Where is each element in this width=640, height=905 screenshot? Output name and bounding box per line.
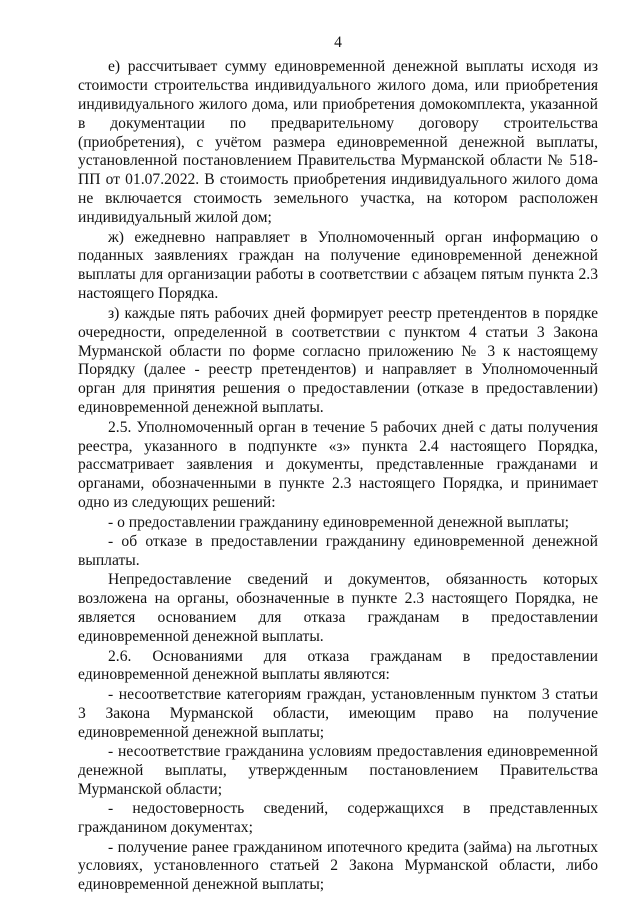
list-item-refusal-inaccuracy: - недостоверность сведений, содержащихся в представленных гражданином документах; <box>78 800 598 837</box>
paragraph-2-5: 2.5. Уполномоченный орган в течение 5 рабочих дней с даты получения реестра, указанного в подпункте «з» пункта 2.4 настоящего Порядка, рассматривает заявления и документы, представленные гражданами и органами, обозначенными в пункте 2.3 настоящего Порядка, и принимает одно из следующих решений: <box>78 418 598 512</box>
document-page <box>78 34 598 896</box>
paragraph-subitem-zh: ж) ежедневно направляет в Уполномоченный орган информацию о поданных заявлениях граждан на получение единовременной денежной выплаты для организации работы в соответствии с абзацем пятым пункта 2.3 настоящего Порядка. <box>78 228 598 303</box>
paragraph-non-submission: Непредоставление сведений и документов, обязанность которых возложена на органы, обозначенные в пункте 2.3 настоящего Порядка, не является основанием для отказа гражданам в предоставлении единовременной денежной выплаты. <box>78 571 598 646</box>
list-item-refusal-category: - несоответствие категориям граждан, установленным пунктом 3 статьи 3 Закона Мурманской области, имеющим право на получение единовременной денежной выплаты; <box>78 685 598 741</box>
paragraph-2-6: 2.6. Основаниями для отказа гражданам в предоставлении единовременной денежной выплаты являются: <box>78 647 598 684</box>
list-item-refusal-conditions: - несоответствие гражданина условиям предоставления единовременной денежной выплаты, утвержденным постановлением Правительства Мурманской области; <box>78 743 598 798</box>
list-item-decision-grant: - о предоставлении гражданину единовременной денежной выплаты; <box>108 513 570 531</box>
paragraph-subitem-z: з) каждые пять рабочих дней формирует реестр претендентов в порядке очередности, определенной в соответствии с пунктом 4 статьи 3 Закона Мурманской области по форме согласно приложению № 3 к настоящему Порядку (далее - реестр претендентов) и направляет в Уполномоченный орган для принятия решения о предоставлении (отказе в предоставлении) единовременной денежной выплаты. <box>78 304 598 417</box>
page-number: 4 <box>334 34 342 51</box>
list-item-refusal-prior-credit: - получение ранее гражданином ипотечного кредита (займа) на льготных условиях, установленного статьей 2 Закона Мурманской области, либо единовременной денежной выплаты; <box>78 838 598 894</box>
paragraph-subitem-e: е) рассчитывает сумму единовременной денежной выплаты исходя из стоимости строительства индивидуального жилого дома, или приобретения индивидуального жилого дома, или приобретения домокомплекта, указанной в документации по предварительному договору строительства (приобретения), с учётом размера единовременной денежной выплаты, установленной постановлением Правительства Мурманской области № 518-ПП от 01.07.2022. В стоимость приобретения индивидуального жилого дома не включается стоимость земельного участка, на котором расположен индивидуальный жилой дом; <box>78 57 598 227</box>
list-item-decision-refuse: - об отказе в предоставлении гражданину единовременной денежной выплаты. <box>78 533 598 569</box>
